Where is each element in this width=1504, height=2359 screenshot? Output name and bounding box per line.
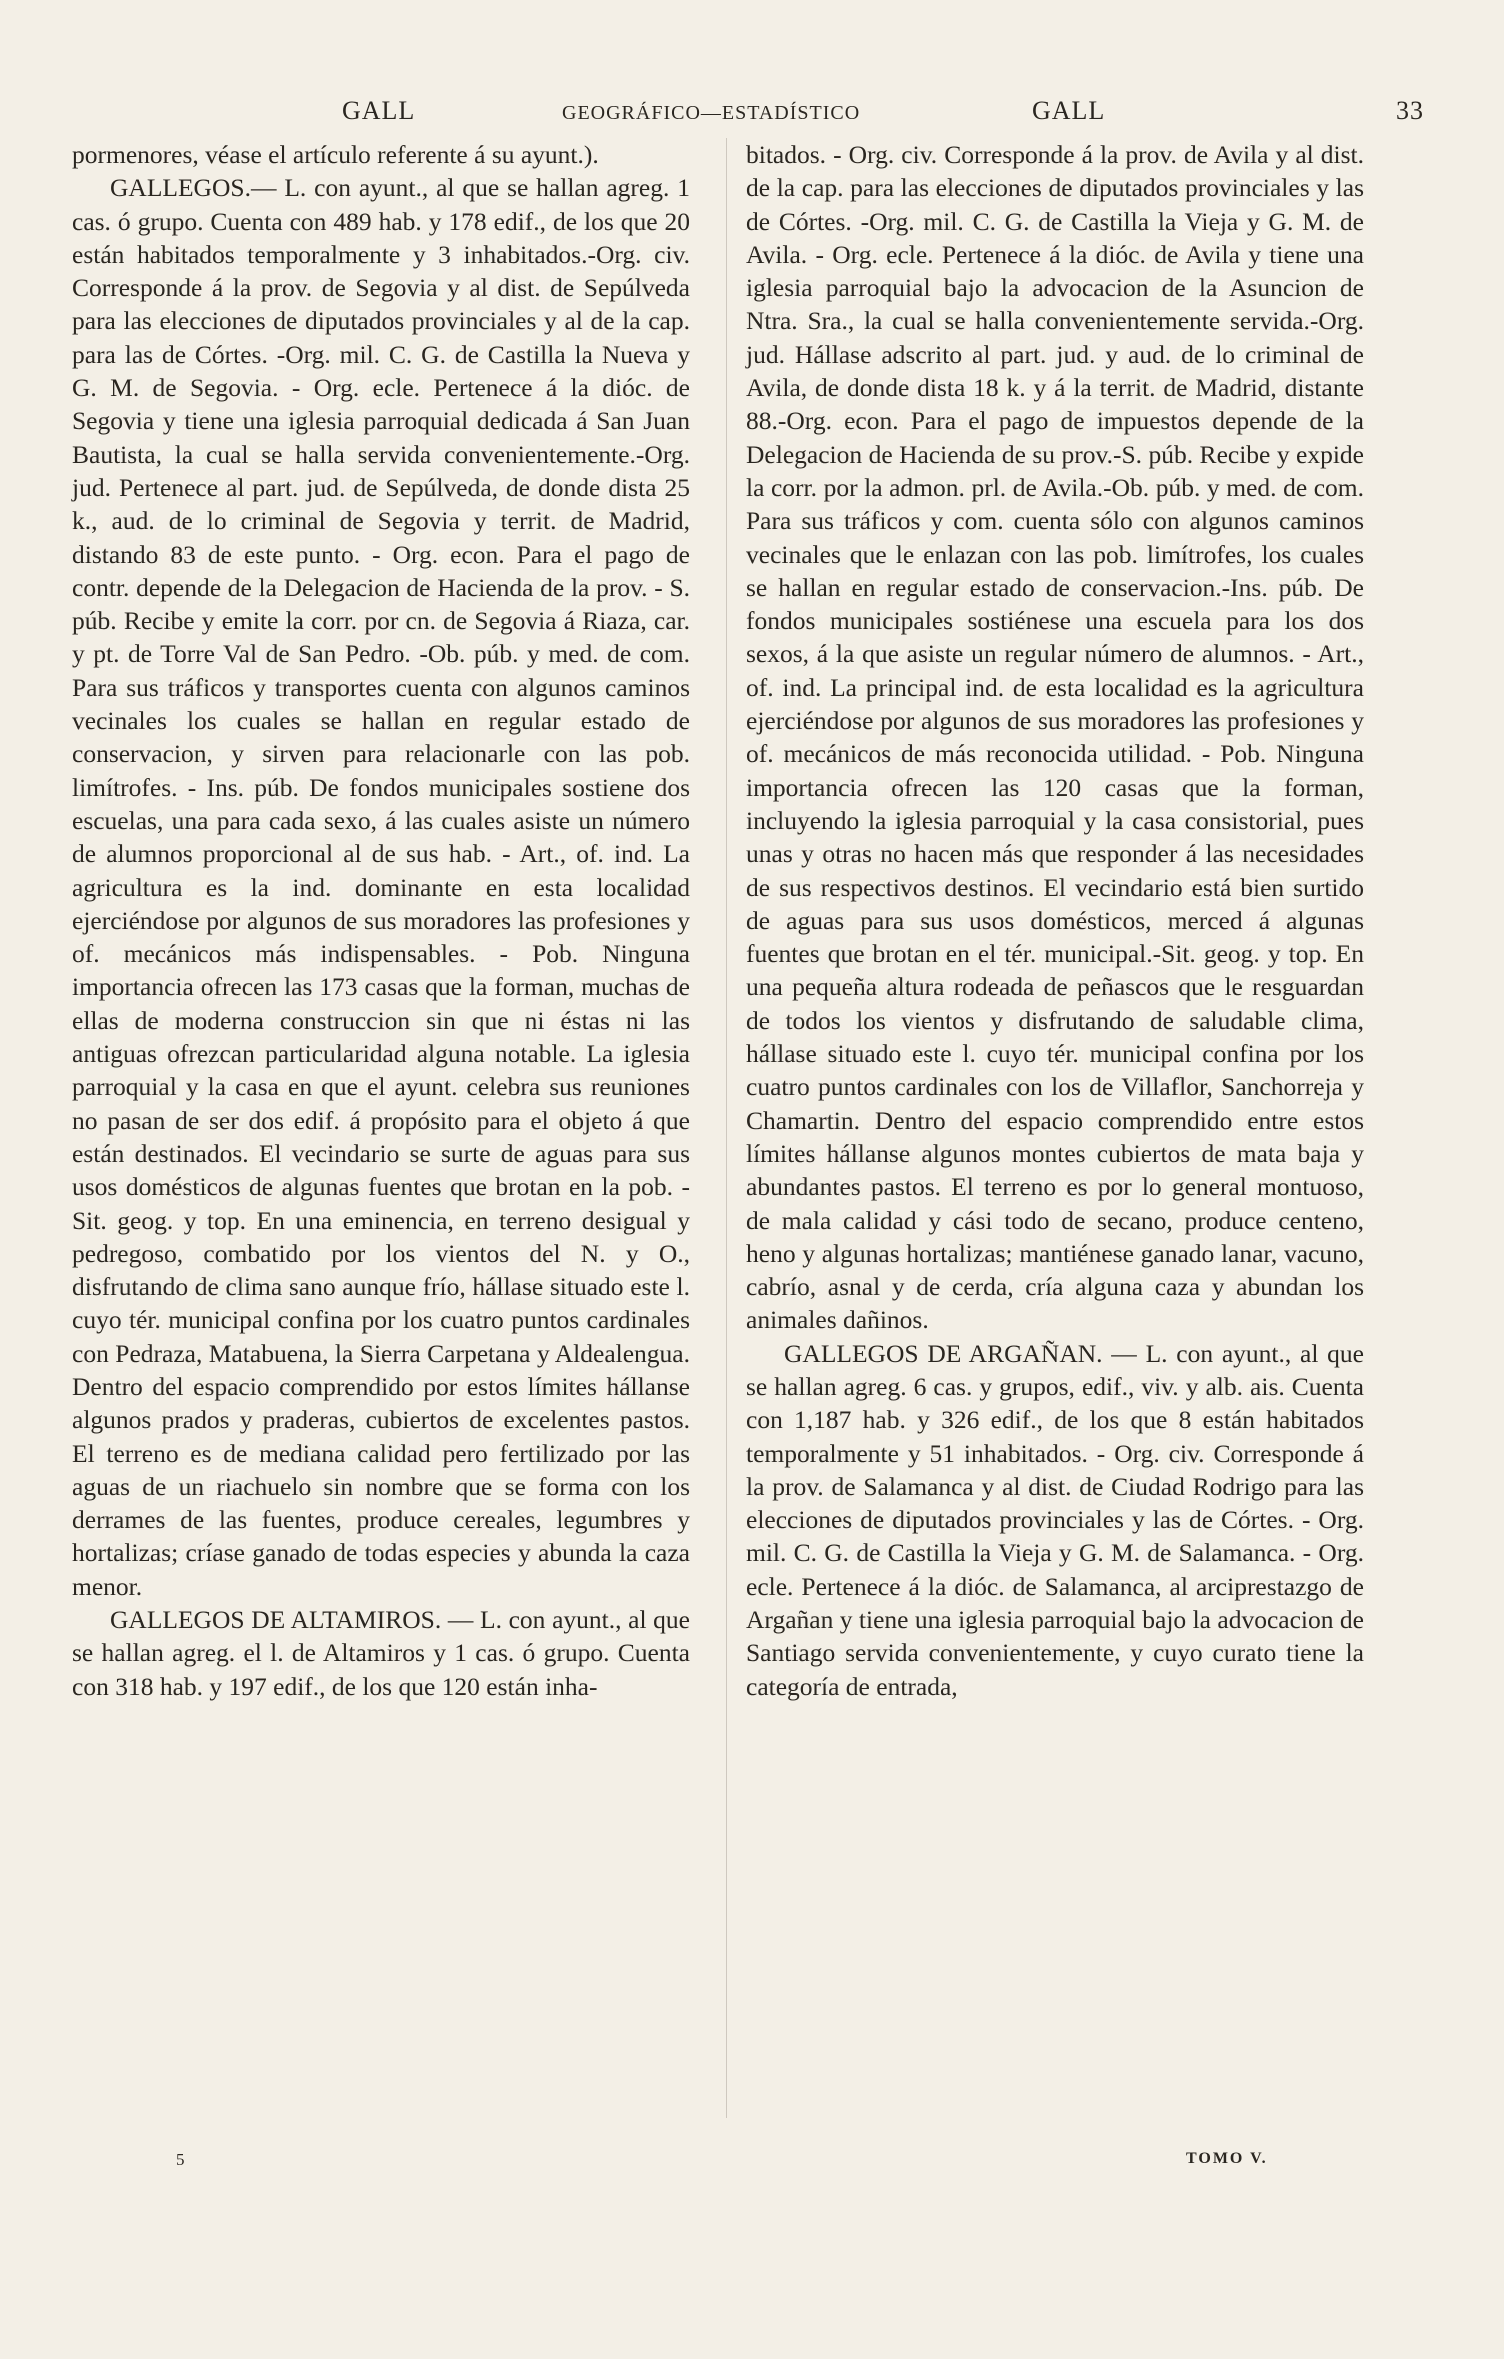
right-column: [746, 138, 1364, 1703]
column-divider: [726, 138, 727, 2118]
paragraph-gallegos-de-altamiros: GALLEGOS DE ALTAMIROS. — L. con ayunt., al que se hallan agreg. el l. de Altamiros y 1 cas. ó grupo. Cuenta con 318 hab. y 197 edif., de los que 120 están inha-: [72, 1605, 690, 1701]
running-header: [72, 96, 1432, 136]
volume-label: TOMO V.: [1186, 2150, 1268, 2167]
left-column: [72, 138, 690, 1703]
paragraph-continuation: bitados. - Org. civ. Corresponde á la prov. de Avila y al dist. de la cap. para las elecciones de diputados provinciales y las de Córtes. -Org. mil. C. G. de Castilla la Vieja y G. M. de Avila. - Org. ecle. Pertenece á la dióc. de Avila y tiene una iglesia parroquial bajo la advocacion de la Asuncion de Ntra. Sra., la cual se halla convenientemente servida.-Org. jud. Hállase adscrito al part. jud. y aud. de lo criminal de Avila, de donde dista 18 k. y á la territ. de Madrid, distante 88.-Org. econ. Para el pago de impuestos depende de la Delegacion de Hacienda de su prov.-S. púb. Recibe y expide la corr. por la admon. prl. de Avila.-Ob. púb. y med. de com. Para sus tráficos y com. cuenta sólo con algunos caminos vecinales que le enlazan con las pob. limítrofes, los cuales se hallan en regular estado de conservacion.-Ins. púb. De fondos municipales sostiénese una escuela para los dos sexos, á la que asiste un regular número de alumnos. - Art., of. ind. La principal ind. de esta localidad es la agricultura ejerciéndose por algunos de sus moradores las profesiones y of. mecánicos de más reconocida utilidad. - Pob. Ninguna importancia ofrecen las 120 casas que la forman, incluyendo la iglesia parroquial y la casa consistorial, pues unas y otras no hacen más que responder á las necesidades de sus respectivos destinos. El vecindario está bien surtido de aguas para sus usos domésticos, merced á algunas fuentes que brotan en el tér. municipal.-Sit. geog. y top. En una pequeña altura rodeada de peñascos que le resguardan de todos los vientos y disfrutando de saludable clima, hállase situado este l. cuyo tér. municipal confina por los cuatro puntos cardinales con los de Villaflor, Sanchorreja y Chamartin. Dentro del espacio comprendido entre estos límites hállanse algunos montes cubiertos de mata baja y abundantes pastos. El terreno es por lo general montuoso, de mala calidad y cási todo de secano, produce centeno, heno y algunas hortalizas; mantiénese ganado lanar, vacuno, cabrío, asnal y de cerda, cría alguna caza y abundan los animales dañinos.: [746, 140, 1364, 1335]
header-center-title: GEOGRÁFICO—ESTADÍSTICO: [562, 102, 861, 124]
header-right-word: GALL: [1032, 96, 1106, 125]
paragraph-gallegos-de-arganan: GALLEGOS DE ARGAÑAN. — L. con ayunt., al que se hallan agreg. 6 cas. y grupos, edif., viv. y alb. ais. Cuenta con 1,187 hab. y 326 edif., de los que 8 están habitados temporalmente y 51 inhabitados. - Org. civ. Corresponde á la prov. de Salamanca y al dist. de Ciudad Rodrigo para las elecciones de diputados provinciales y las de Córtes. - Org. mil. C. G. de Castilla la Vieja y G. M. de Salamanca. - Org. ecle. Pertenece á la dióc. de Salamanca, al arciprestazgo de Argañan y tiene una iglesia parroquial bajo la advocacion de Santiago servida convenientemente, y cuyo curato tiene la categoría de entrada,: [746, 1338, 1364, 1701]
paragraph: pormenores, véase el artículo referente á su ayunt.).: [72, 140, 599, 169]
printer-signature-mark: 5: [176, 2150, 185, 2169]
header-left-word: GALL: [342, 96, 416, 125]
paragraph-gallegos: GALLEGOS.— L. con ayunt., al que se hallan agreg. 1 cas. ó grupo. Cuenta con 489 hab. y 178 edif., de los que 20 están habitados temporalmente y 3 inhabitados.-Org. civ. Corresponde á la prov. de Segovia y al dist. de Sepúlveda para las elecciones de diputados provinciales y al de la cap. para las de Córtes. -Org. mil. C. G. de Castilla la Nueva y G. M. de Segovia. - Org. ecle. Pertenece á la dióc. de Segovia y tiene una iglesia parroquial dedicada á San Juan Bautista, la cual se halla servida convenientemente.-Org. jud. Pertenece al part. jud. de Sepúlveda, de donde dista 25 k., aud. de lo criminal de Segovia y territ. de Madrid, distando 83 de este punto. - Org. econ. Para el pago de contr. depende de la Delegacion de Hacienda de la prov. - S. púb. Recibe y emite la corr. por cn. de Segovia á Riaza, car. y pt. de Torre Val de San Pedro. -Ob. púb. y med. de com. Para sus tráficos y transportes cuenta con algunos caminos vecinales los cuales se hallan en regular estado de conservacion, y sirven para relacionarle con las pob. limítrofes. - Ins. púb. De fondos municipales sostiene dos escuelas, una para cada sexo, á las cuales asiste un número de alumnos proporcional al de sus hab. - Art., of. ind. La agricultura es la ind. dominante en esta localidad ejerciéndose por algunos de sus moradores las profesiones y of. mecánicos más indispensables. - Pob. Ninguna importancia ofrecen las 173 casas que la forman, muchas de ellas de moderna construccion sin que ni éstas ni las antiguas ofrezcan particularidad alguna notable. La iglesia parroquial y la casa en que el ayunt. celebra sus reuniones no pasan de ser dos edif. á propósito para el objeto á que están destinados. El vecindario se surte de aguas para sus usos domésticos de algunas fuentes que brotan en la pob. - Sit. geog. y top. En una eminencia, en terreno desigual y pedregoso, combatido por los vientos del N. y O., disfrutando de clima sano aunque frío, hállase situado este l. cuyo tér. municipal confina por los cuatro puntos cardinales con Pedraza, Matabuena, la Sierra Carpetana y Aldealengua. Dentro del espacio comprendido por estos límites hállanse algunos prados y praderas, cubiertos de excelentes pastos. El terreno es de mediana calidad pero fertilizado por las aguas de un riachuelo sin nombre que se forma con los derrames de las fuentes, produce cereales, legumbres y hortalizas; críase ganado de todas especies y abunda la caza menor.: [72, 173, 690, 1601]
page-number: 33: [1396, 96, 1424, 125]
